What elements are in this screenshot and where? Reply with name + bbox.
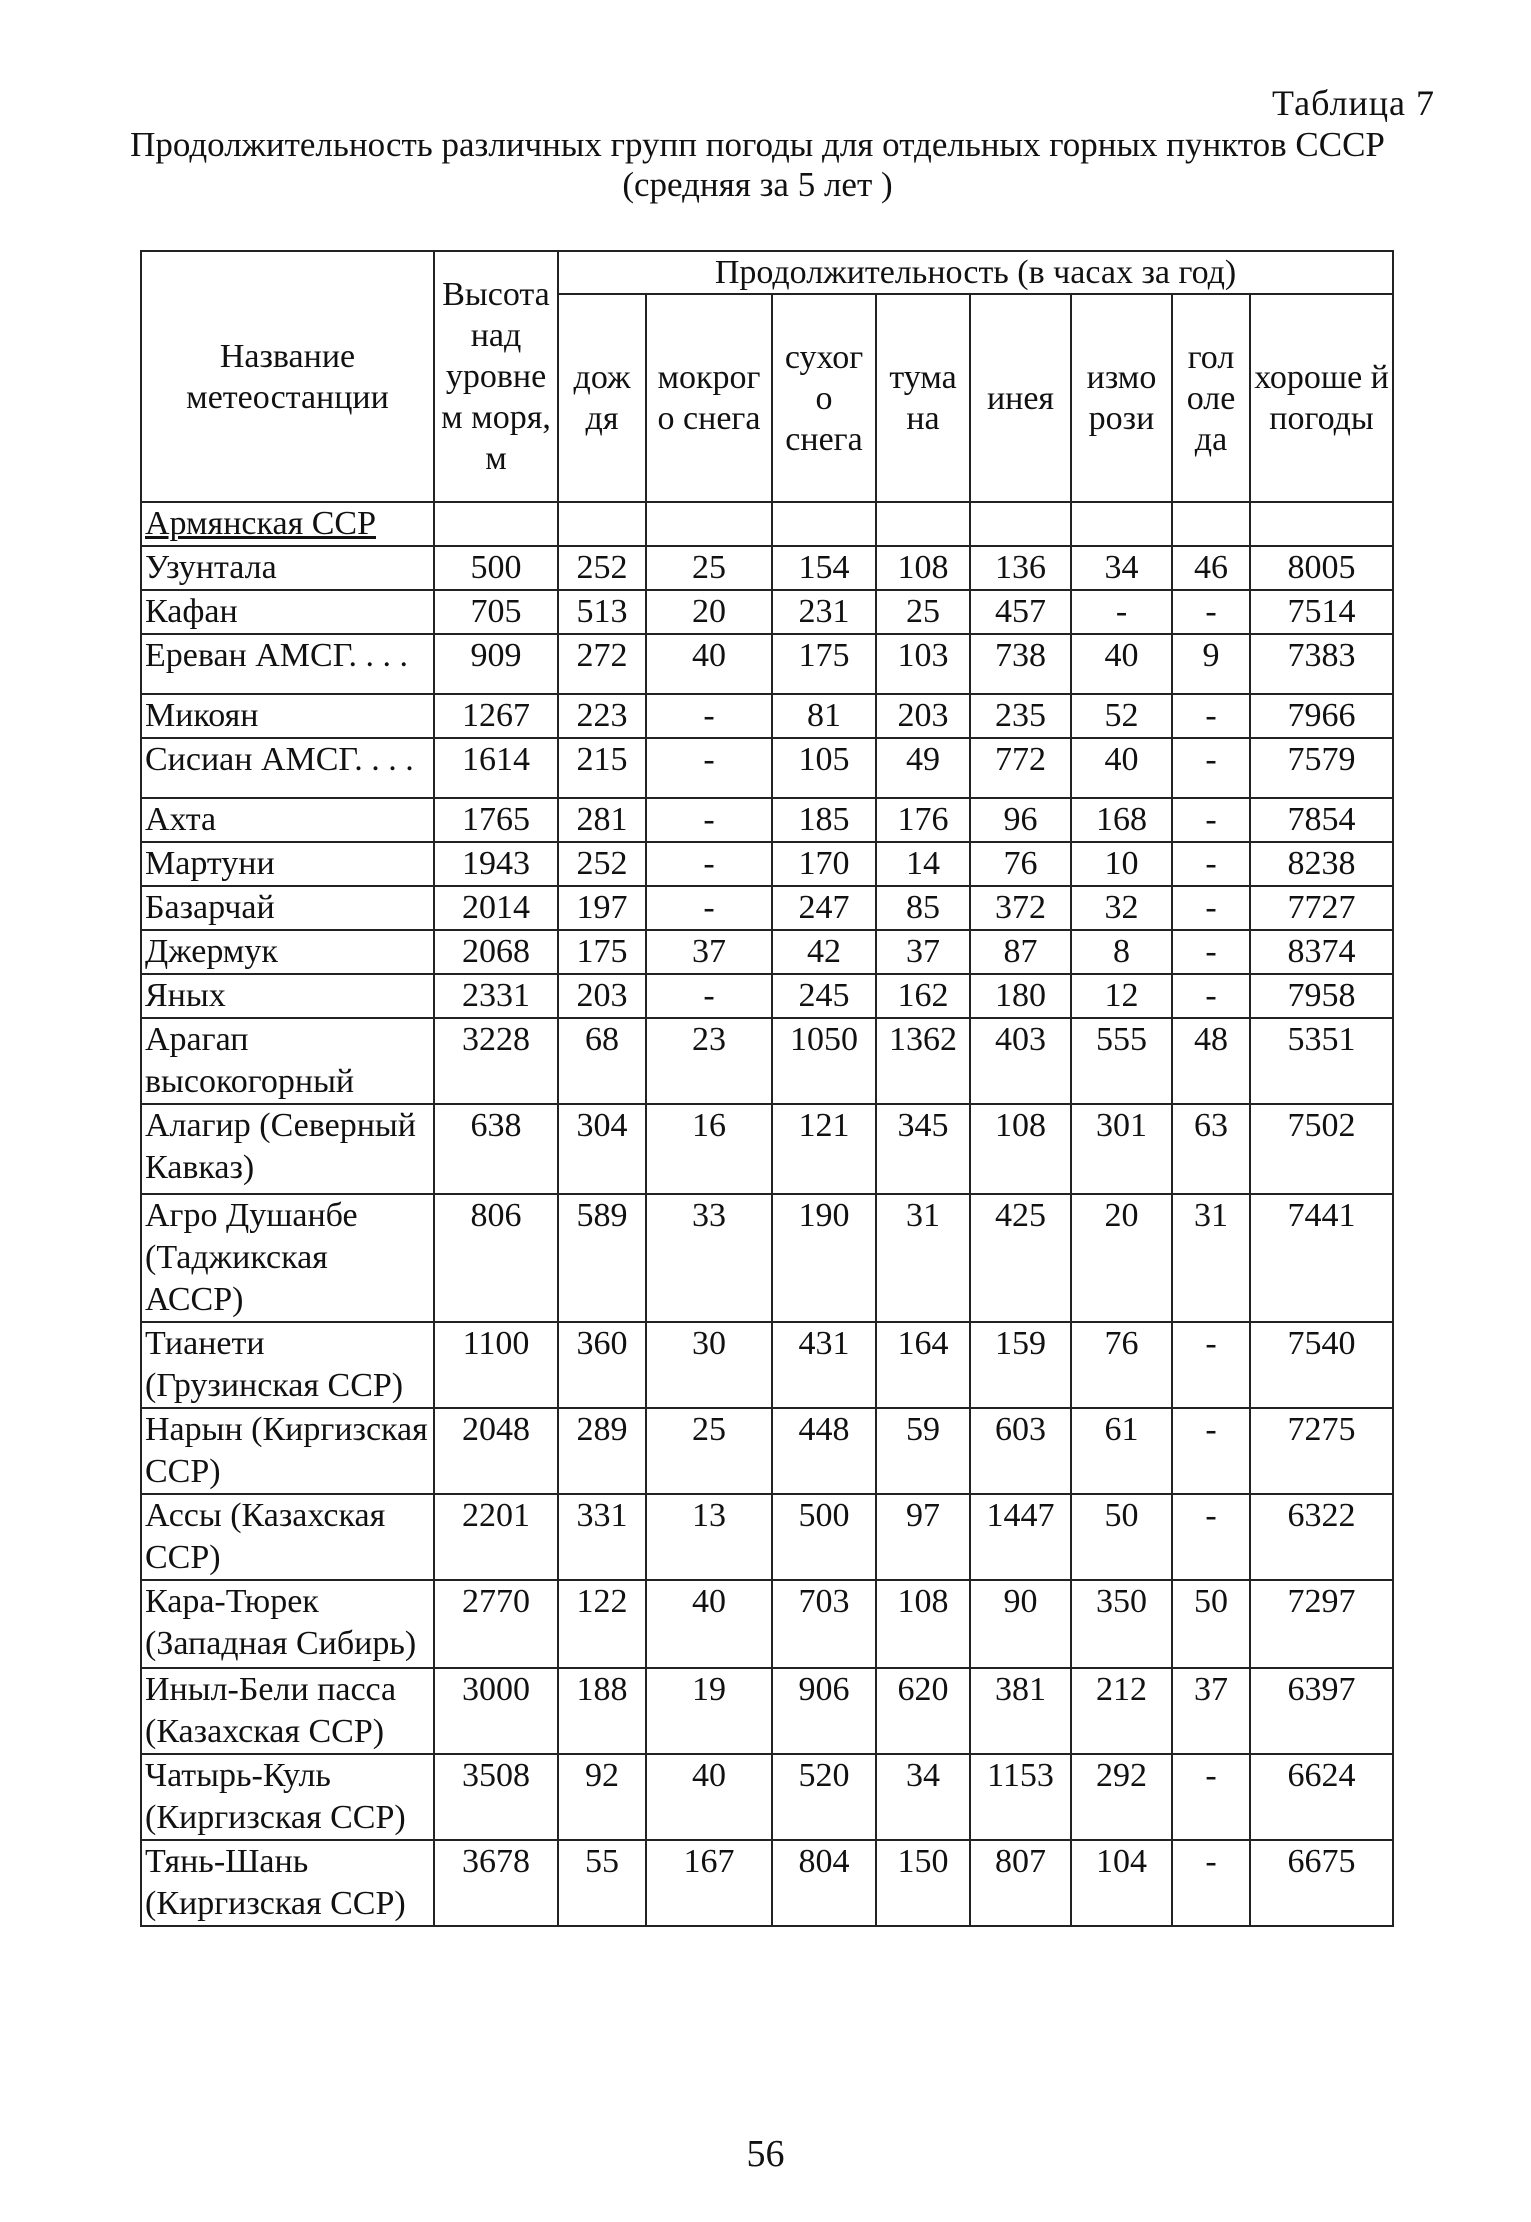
- station-name-cell: Ереван АМСГ. . . .: [141, 634, 434, 694]
- value-cell: 8005: [1250, 546, 1393, 590]
- value-cell: 448: [772, 1408, 876, 1494]
- value-cell: 188: [558, 1668, 646, 1754]
- height-cell: 2048: [434, 1408, 558, 1494]
- table-row: [141, 694, 1393, 738]
- value-cell: 304: [558, 1104, 646, 1194]
- height-cell: 2770: [434, 1580, 558, 1668]
- table-row: [141, 1580, 1393, 1668]
- value-cell: 154: [772, 546, 876, 590]
- table-row: [141, 1494, 1393, 1580]
- value-cell: 150: [876, 1840, 970, 1926]
- header-subcolumn: измо рози: [1071, 294, 1172, 502]
- table-row: [141, 1408, 1393, 1494]
- height-cell: 806: [434, 1194, 558, 1322]
- value-cell: 7727: [1250, 886, 1393, 930]
- value-cell: -: [646, 842, 772, 886]
- value-cell: 108: [876, 546, 970, 590]
- value-cell: 1153: [970, 1754, 1071, 1840]
- height-cell: 1943: [434, 842, 558, 886]
- value-cell: -: [1172, 974, 1250, 1018]
- header-station: Название метеостанции: [141, 251, 434, 502]
- value-cell: 159: [970, 1322, 1071, 1408]
- value-cell: 164: [876, 1322, 970, 1408]
- value-cell: 252: [558, 546, 646, 590]
- value-cell: 807: [970, 1840, 1071, 1926]
- header-subcolumn: гол оле да: [1172, 294, 1250, 502]
- value-cell: 906: [772, 1668, 876, 1754]
- value-cell: 32: [1071, 886, 1172, 930]
- value-cell: 122: [558, 1580, 646, 1668]
- value-cell: 14: [876, 842, 970, 886]
- station-name-cell: Кафан: [141, 590, 434, 634]
- value-cell: 7514: [1250, 590, 1393, 634]
- table-row: [141, 974, 1393, 1018]
- station-name-cell: Узунтала: [141, 546, 434, 590]
- value-cell: 40: [646, 634, 772, 694]
- value-cell: 108: [970, 1104, 1071, 1194]
- value-cell: 87: [970, 930, 1071, 974]
- station-name-cell: Нарын (Киргизская ССР): [141, 1408, 434, 1494]
- value-cell: 345: [876, 1104, 970, 1194]
- value-cell: 50: [1071, 1494, 1172, 1580]
- height-cell: 1267: [434, 694, 558, 738]
- value-cell: -: [1071, 590, 1172, 634]
- value-cell: 104: [1071, 1840, 1172, 1926]
- weather-duration-table: [140, 250, 1394, 1927]
- station-name-cell: Джермук: [141, 930, 434, 974]
- value-cell: 175: [558, 930, 646, 974]
- table-cell: [434, 502, 558, 546]
- value-cell: 48: [1172, 1018, 1250, 1104]
- group-row-label: Армянская ССР: [141, 502, 434, 546]
- table-row: [141, 1104, 1393, 1194]
- value-cell: 108: [876, 1580, 970, 1668]
- value-cell: 10: [1071, 842, 1172, 886]
- header-subcolumn: инея: [970, 294, 1071, 502]
- value-cell: 175: [772, 634, 876, 694]
- value-cell: -: [646, 694, 772, 738]
- value-cell: 350: [1071, 1580, 1172, 1668]
- value-cell: 7854: [1250, 798, 1393, 842]
- height-cell: 3508: [434, 1754, 558, 1840]
- value-cell: 61: [1071, 1408, 1172, 1494]
- height-cell: 3000: [434, 1668, 558, 1754]
- value-cell: 7441: [1250, 1194, 1393, 1322]
- value-cell: -: [1172, 1322, 1250, 1408]
- value-cell: -: [1172, 886, 1250, 930]
- height-cell: 705: [434, 590, 558, 634]
- station-name-cell: Арагап высокогорный: [141, 1018, 434, 1104]
- table-row: [141, 1194, 1393, 1322]
- value-cell: 92: [558, 1754, 646, 1840]
- value-cell: 425: [970, 1194, 1071, 1322]
- value-cell: 245: [772, 974, 876, 1018]
- header-subcolumn: тума на: [876, 294, 970, 502]
- value-cell: 34: [1071, 546, 1172, 590]
- value-cell: 50: [1172, 1580, 1250, 1668]
- value-cell: -: [1172, 1494, 1250, 1580]
- value-cell: 235: [970, 694, 1071, 738]
- table-row: [141, 634, 1393, 694]
- height-cell: 2201: [434, 1494, 558, 1580]
- value-cell: 247: [772, 886, 876, 930]
- station-name-cell: Мартуни: [141, 842, 434, 886]
- value-cell: 7297: [1250, 1580, 1393, 1668]
- table-cell: [646, 502, 772, 546]
- value-cell: 170: [772, 842, 876, 886]
- value-cell: 1362: [876, 1018, 970, 1104]
- value-cell: 620: [876, 1668, 970, 1754]
- value-cell: 281: [558, 798, 646, 842]
- table-cell: [1172, 502, 1250, 546]
- value-cell: 289: [558, 1408, 646, 1494]
- value-cell: 772: [970, 738, 1071, 798]
- value-cell: 1447: [970, 1494, 1071, 1580]
- value-cell: 7966: [1250, 694, 1393, 738]
- height-cell: 2068: [434, 930, 558, 974]
- value-cell: -: [1172, 842, 1250, 886]
- value-cell: 167: [646, 1840, 772, 1926]
- value-cell: 8238: [1250, 842, 1393, 886]
- value-cell: 20: [646, 590, 772, 634]
- header-subcolumn: мокрог о снега: [646, 294, 772, 502]
- value-cell: 301: [1071, 1104, 1172, 1194]
- value-cell: 136: [970, 546, 1071, 590]
- value-cell: 59: [876, 1408, 970, 1494]
- value-cell: 185: [772, 798, 876, 842]
- value-cell: 603: [970, 1408, 1071, 1494]
- value-cell: 555: [1071, 1018, 1172, 1104]
- value-cell: 180: [970, 974, 1071, 1018]
- value-cell: 162: [876, 974, 970, 1018]
- value-cell: 25: [646, 1408, 772, 1494]
- value-cell: 431: [772, 1322, 876, 1408]
- value-cell: -: [1172, 1840, 1250, 1926]
- value-cell: 37: [1172, 1668, 1250, 1754]
- header-subcolumn: сухог о снега: [772, 294, 876, 502]
- value-cell: 223: [558, 694, 646, 738]
- value-cell: 121: [772, 1104, 876, 1194]
- value-cell: -: [1172, 694, 1250, 738]
- value-cell: 9: [1172, 634, 1250, 694]
- table-label: Таблица 7: [1272, 83, 1435, 123]
- value-cell: 33: [646, 1194, 772, 1322]
- value-cell: 1050: [772, 1018, 876, 1104]
- value-cell: 272: [558, 634, 646, 694]
- value-cell: 7275: [1250, 1408, 1393, 1494]
- page-number: 56: [746, 2133, 785, 2175]
- value-cell: 520: [772, 1754, 876, 1840]
- value-cell: 190: [772, 1194, 876, 1322]
- value-cell: -: [1172, 930, 1250, 974]
- value-cell: 105: [772, 738, 876, 798]
- height-cell: 3228: [434, 1018, 558, 1104]
- value-cell: 40: [646, 1580, 772, 1668]
- value-cell: -: [1172, 798, 1250, 842]
- station-name-cell: Иныл-Бели пасса (Казахская ССР): [141, 1668, 434, 1754]
- value-cell: 96: [970, 798, 1071, 842]
- value-cell: 589: [558, 1194, 646, 1322]
- value-cell: 76: [1071, 1322, 1172, 1408]
- value-cell: 76: [970, 842, 1071, 886]
- value-cell: 31: [876, 1194, 970, 1322]
- station-name-cell: Тянь-Шань (Киргизская ССР): [141, 1840, 434, 1926]
- value-cell: 19: [646, 1668, 772, 1754]
- table-row: [141, 798, 1393, 842]
- value-cell: 103: [876, 634, 970, 694]
- value-cell: 403: [970, 1018, 1071, 1104]
- value-cell: 46: [1172, 546, 1250, 590]
- height-cell: 1614: [434, 738, 558, 798]
- value-cell: 292: [1071, 1754, 1172, 1840]
- value-cell: 8: [1071, 930, 1172, 974]
- table-row: [141, 1754, 1393, 1840]
- value-cell: 40: [646, 1754, 772, 1840]
- header-duration-group: Продолжительность (в часах за год): [558, 251, 1393, 294]
- table-row: [141, 1018, 1393, 1104]
- value-cell: -: [646, 738, 772, 798]
- value-cell: 6624: [1250, 1754, 1393, 1840]
- value-cell: -: [1172, 1754, 1250, 1840]
- height-cell: 2014: [434, 886, 558, 930]
- table-cell: [558, 502, 646, 546]
- value-cell: 738: [970, 634, 1071, 694]
- value-cell: 212: [1071, 1668, 1172, 1754]
- value-cell: 703: [772, 1580, 876, 1668]
- value-cell: 31: [1172, 1194, 1250, 1322]
- table-row: [141, 1840, 1393, 1926]
- value-cell: 360: [558, 1322, 646, 1408]
- table-cell: [1071, 502, 1172, 546]
- table-row: [141, 930, 1393, 974]
- height-cell: 500: [434, 546, 558, 590]
- document-title: [80, 125, 1435, 205]
- station-name-cell: Чатырь-Куль (Киргизская ССР): [141, 1754, 434, 1840]
- height-cell: 3678: [434, 1840, 558, 1926]
- value-cell: 40: [1071, 634, 1172, 694]
- station-name-cell: Сисиан АМСГ. . . .: [141, 738, 434, 798]
- value-cell: 30: [646, 1322, 772, 1408]
- value-cell: 203: [876, 694, 970, 738]
- value-cell: -: [646, 886, 772, 930]
- value-cell: 331: [558, 1494, 646, 1580]
- value-cell: 37: [646, 930, 772, 974]
- table-row: [141, 546, 1393, 590]
- value-cell: 85: [876, 886, 970, 930]
- value-cell: 37: [876, 930, 970, 974]
- value-cell: 8374: [1250, 930, 1393, 974]
- value-cell: 81: [772, 694, 876, 738]
- value-cell: 42: [772, 930, 876, 974]
- value-cell: 25: [646, 546, 772, 590]
- value-cell: 34: [876, 1754, 970, 1840]
- value-cell: 197: [558, 886, 646, 930]
- station-name-cell: Микоян: [141, 694, 434, 738]
- station-name-cell: Алагир (Северный Кавказ): [141, 1104, 434, 1194]
- value-cell: 231: [772, 590, 876, 634]
- height-cell: 2331: [434, 974, 558, 1018]
- table-row: [141, 842, 1393, 886]
- value-cell: 457: [970, 590, 1071, 634]
- station-name-cell: Тианети (Грузинская ССР): [141, 1322, 434, 1408]
- value-cell: 500: [772, 1494, 876, 1580]
- value-cell: 52: [1071, 694, 1172, 738]
- header-subcolumn: хороше й погоды: [1250, 294, 1393, 502]
- value-cell: 372: [970, 886, 1071, 930]
- header-height: Высота над уровне м моря, м: [434, 251, 558, 502]
- value-cell: 20: [1071, 1194, 1172, 1322]
- title-line-1: Продолжительность различных групп погоды для отдельных горных пунктов СССР: [130, 125, 1385, 164]
- value-cell: 203: [558, 974, 646, 1018]
- value-cell: 13: [646, 1494, 772, 1580]
- value-cell: 6675: [1250, 1840, 1393, 1926]
- value-cell: 6397: [1250, 1668, 1393, 1754]
- value-cell: -: [1172, 738, 1250, 798]
- value-cell: 176: [876, 798, 970, 842]
- height-cell: 1765: [434, 798, 558, 842]
- header-subcolumn: дож дя: [558, 294, 646, 502]
- value-cell: 49: [876, 738, 970, 798]
- height-cell: 1100: [434, 1322, 558, 1408]
- value-cell: 215: [558, 738, 646, 798]
- table-cell: [970, 502, 1071, 546]
- station-name-cell: Яных: [141, 974, 434, 1018]
- table-row: [141, 1668, 1393, 1754]
- value-cell: 252: [558, 842, 646, 886]
- table-row: [141, 886, 1393, 930]
- station-name-cell: Ассы (Казахская ССР): [141, 1494, 434, 1580]
- value-cell: -: [1172, 590, 1250, 634]
- value-cell: -: [646, 798, 772, 842]
- value-cell: 7958: [1250, 974, 1393, 1018]
- station-name-cell: Ахта: [141, 798, 434, 842]
- table-cell: [772, 502, 876, 546]
- value-cell: 12: [1071, 974, 1172, 1018]
- table-row: [141, 590, 1393, 634]
- value-cell: 381: [970, 1668, 1071, 1754]
- value-cell: 97: [876, 1494, 970, 1580]
- value-cell: 5351: [1250, 1018, 1393, 1104]
- value-cell: 90: [970, 1580, 1071, 1668]
- value-cell: 513: [558, 590, 646, 634]
- table-cell: [1250, 502, 1393, 546]
- value-cell: 804: [772, 1840, 876, 1926]
- value-cell: 168: [1071, 798, 1172, 842]
- title-line-2: (средняя за 5 лет ): [622, 165, 893, 204]
- station-name-cell: Агро Душанбе (Таджикская АССР): [141, 1194, 434, 1322]
- value-cell: 55: [558, 1840, 646, 1926]
- value-cell: 7579: [1250, 738, 1393, 798]
- height-cell: 638: [434, 1104, 558, 1194]
- value-cell: 7540: [1250, 1322, 1393, 1408]
- station-name-cell: Кара-Тюрек (Западная Сибирь): [141, 1580, 434, 1668]
- value-cell: 7502: [1250, 1104, 1393, 1194]
- height-cell: 909: [434, 634, 558, 694]
- table-row: [141, 738, 1393, 798]
- value-cell: -: [1172, 1408, 1250, 1494]
- table-cell: [876, 502, 970, 546]
- value-cell: 63: [1172, 1104, 1250, 1194]
- value-cell: 7383: [1250, 634, 1393, 694]
- value-cell: 25: [876, 590, 970, 634]
- value-cell: 40: [1071, 738, 1172, 798]
- station-name-cell: Базарчай: [141, 886, 434, 930]
- value-cell: 23: [646, 1018, 772, 1104]
- value-cell: 68: [558, 1018, 646, 1104]
- value-cell: 6322: [1250, 1494, 1393, 1580]
- table-row: [141, 1322, 1393, 1408]
- value-cell: 16: [646, 1104, 772, 1194]
- value-cell: -: [646, 974, 772, 1018]
